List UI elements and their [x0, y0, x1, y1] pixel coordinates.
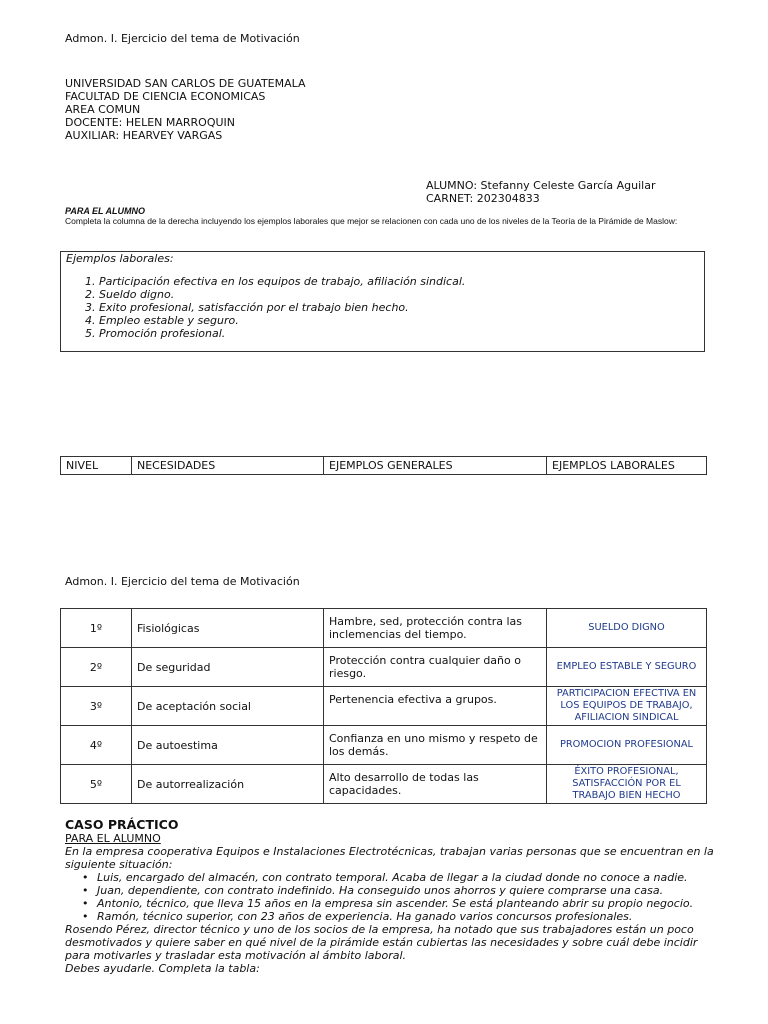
need-cell: De aceptación social: [132, 687, 324, 726]
labor-example-cell: SUELDO DIGNO: [547, 609, 707, 648]
example-item: 2. Sueldo digno.: [99, 288, 699, 301]
labor-example-cell: PARTICIPACION EFECTIVA EN LOS EQUIPOS DE TRABAJO, AFILIACION SINDICAL: [547, 687, 707, 726]
university-name: UNIVERSIDAD SAN CARLOS DE GUATEMALA: [65, 77, 306, 90]
example-item: 4. Empleo estable y seguro.: [99, 314, 699, 327]
example-item: 3. Exito profesional, satisfacción por el trabajo bien hecho.: [99, 301, 699, 314]
table-row: [61, 609, 707, 648]
need-cell: Fisiológicas: [132, 609, 324, 648]
general-example-cell: Protección contra cualquier daño o riesgo.: [324, 648, 547, 687]
list-item: • Luis, encargado del almacén, con contrato temporal. Acaba de llegar a la ciudad donde no conoce a nadie.: [97, 871, 715, 884]
examples-list: [66, 275, 699, 340]
examples-heading: Ejemplos laborales:: [66, 252, 174, 265]
student-name: ALUMNO: Stefanny Celeste García Aguilar: [426, 179, 656, 192]
case-title: CASO PRÁCTICO: [65, 817, 179, 832]
examples-box: [60, 251, 705, 352]
level-cell: 2º: [61, 648, 132, 687]
general-example-cell: Hambre, sed, protección contra las inclemencias del tiempo.: [324, 609, 547, 648]
levels-header-table: [60, 456, 707, 475]
case-intro: En la empresa cooperativa Equipos e Instalaciones Electrotécnicas, trabajan varias personas que se encuentran en la siguiente situación:: [65, 845, 714, 871]
header-cell-needs: NECESIDADES: [132, 457, 324, 475]
page-header-2: Admon. I. Ejercicio del tema de Motivación: [65, 575, 300, 588]
labor-example-cell: ÉXITO PROFESIONAL, SATISFACCIÓN POR EL TRABAJO BIEN HECHO: [547, 765, 707, 804]
teacher-name: DOCENTE: HELEN MARROQUIN: [65, 116, 236, 129]
list-item: • Antonio, técnico, que lleva 15 años en la empresa sin ascender. Se está planteando abrir su propio negocio.: [97, 897, 715, 910]
table-row: [61, 765, 707, 804]
page-header: Admon. I. Ejercicio del tema de Motivación: [65, 32, 300, 45]
need-cell: De seguridad: [132, 648, 324, 687]
header-cell-labor: EJEMPLOS LABORALES: [547, 457, 707, 475]
instructions-title: PARA EL ALUMNO: [65, 206, 145, 216]
header-cell-general: EJEMPLOS GENERALES: [324, 457, 547, 475]
level-cell: 5º: [61, 765, 132, 804]
general-example-cell: Alto desarrollo de todas las capacidades.: [324, 765, 547, 804]
area-name: AREA COMUN: [65, 103, 141, 116]
student-info: [426, 179, 656, 205]
table-row: [61, 648, 707, 687]
example-item: 1. Participación efectiva en los equipos de trabajo, afiliación sindical.: [99, 275, 699, 288]
need-cell: De autorrealización: [132, 765, 324, 804]
general-example-cell: Confianza en uno mismo y respeto de los demás.: [324, 726, 547, 765]
header-cell-level: NIVEL: [61, 457, 132, 475]
case-bullets: [65, 871, 715, 923]
general-example-cell: Pertenencia efectiva a grupos.: [324, 687, 547, 726]
student-carnet: CARNET: 202304833: [426, 192, 540, 205]
faculty-name: FACULTAD DE CIENCIA ECONOMICAS: [65, 90, 266, 103]
table-header-row: [61, 457, 707, 475]
table-row: [61, 687, 707, 726]
table-row: [61, 726, 707, 765]
instructions-text: Completa la columna de la derecha incluyendo los ejemplos laborales que mejor se relacionen con cada uno de los niveles de la Teoría de la Pirámide de Maslow:: [65, 216, 678, 226]
case-closing: Rosendo Pérez, director técnico y uno de los socios de la empresa, ha notado que sus trabajadores están un poco desmotivados y quiere saber en qué nivel de la pirámide están cubiertas las necesidades y sobre cuál debe incidir para motivarles y trasladar esta motivación al ámbito laboral.: [65, 923, 698, 962]
case-task: Debes ayudarle. Completa la tabla:: [65, 962, 260, 975]
example-item: 5. Promoción profesional.: [99, 327, 699, 340]
level-cell: 3º: [61, 687, 132, 726]
assistant-name: AUXILIAR: HEARVEY VARGAS: [65, 129, 223, 142]
university-info: [65, 77, 306, 142]
case-subtitle: PARA EL ALUMNO: [65, 832, 161, 845]
case-study: [65, 818, 715, 975]
labor-example-cell: EMPLEO ESTABLE Y SEGURO: [547, 648, 707, 687]
list-item: • Juan, dependiente, con contrato indefinido. Ha conseguido unos ahorros y quiere comprarse una casa.: [97, 884, 715, 897]
level-cell: 1º: [61, 609, 132, 648]
level-cell: 4º: [61, 726, 132, 765]
labor-example-cell: PROMOCION PROFESIONAL: [547, 726, 707, 765]
list-item: • Ramón, técnico superior, con 23 años de experiencia. Ha ganado varios concursos profesionales.: [97, 910, 715, 923]
maslow-levels-table: [60, 608, 707, 804]
need-cell: De autoestima: [132, 726, 324, 765]
